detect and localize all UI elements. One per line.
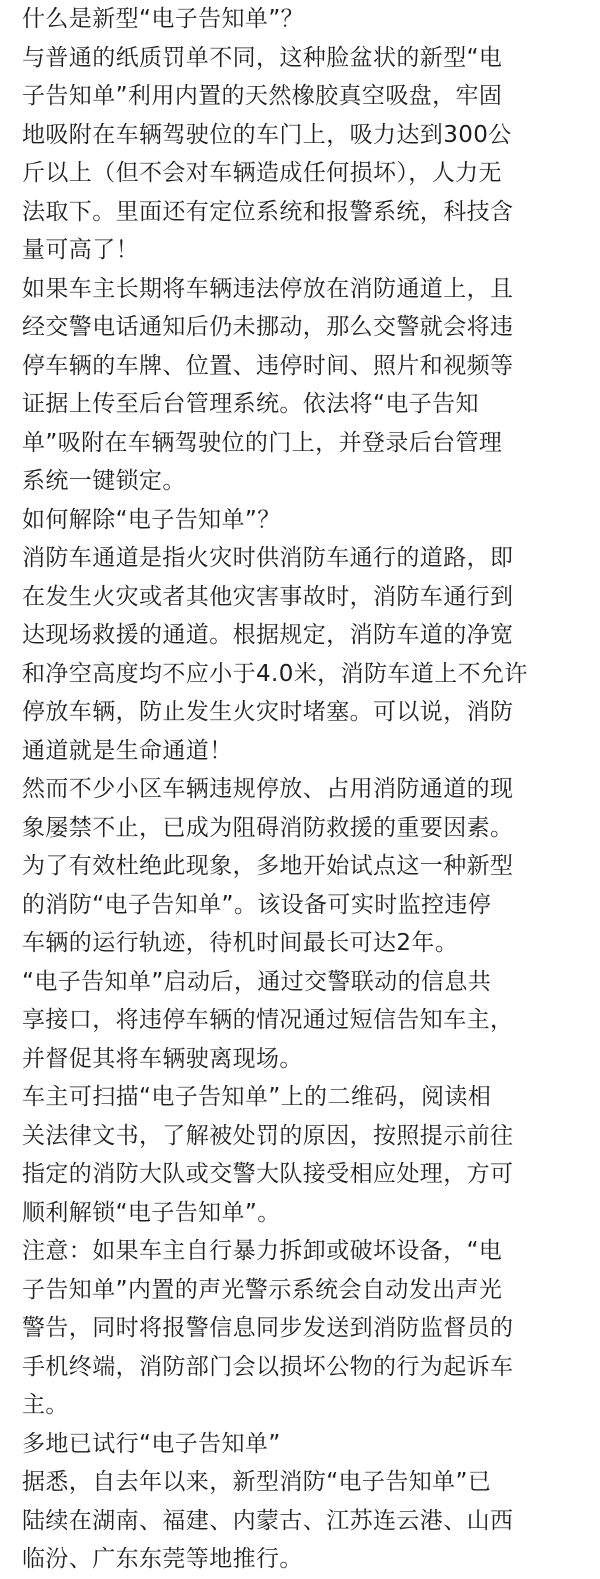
text-line: 临汾、广东东莞等地推行。: [22, 1546, 303, 1572]
text-line: 陆续在湖南、福建、内蒙古、江苏连云港、山西: [22, 1507, 514, 1534]
text-line: 如何解除“电子告知单”？: [22, 506, 281, 533]
text-line: 主。: [22, 1392, 69, 1418]
paragraph-regions: [22, 1463, 590, 1579]
text-line: 注意：如果车主自行暴力拆卸或破坏设备，“电: [22, 1238, 503, 1264]
text-line: 量可高了！: [22, 237, 139, 263]
text-line: 系统一键锁定。: [22, 468, 186, 494]
text-line: 通道就是生命通道！: [22, 737, 233, 764]
text-line: 地吸附在车辆驾驶位的车门上，吸力达到300公: [22, 121, 512, 148]
text-line: 经交警电话通知后仍未挪动，那么交警就会将违: [22, 314, 514, 340]
text-line: 车辆的运行轨迹，待机时间最长可达2年。: [22, 930, 459, 956]
text-line: 消防车通道是指火灾时供消防车通行的道路，即: [22, 545, 514, 571]
text-line: 关法律文书，了解被处罚的原因，按照提示前往: [22, 1122, 514, 1149]
text-line: 为了有效杜绝此现象，多地开始试点这一种新型: [22, 853, 514, 879]
text-line: 与普通的纸质罚单不同，这种脸盆状的新型“电: [22, 44, 503, 71]
heading-what-is: [22, 0, 590, 39]
text-line: 斤以上（但不会对车辆造成任何损坏），人力无: [22, 160, 502, 186]
paragraph-pilot: [22, 770, 590, 963]
text-line: 警告，同时将报警信息同步发送到消防监督员的: [22, 1315, 514, 1341]
text-line: 停车辆的车牌、位置、违停时间、照片和视频等: [22, 352, 514, 379]
text-line: 法取下。里面还有定位系统和报警系统，科技含: [22, 198, 514, 225]
text-line: 享接口，将违停车辆的情况通过短信告知车主，: [22, 1007, 514, 1033]
text-line: 然而不少小区车辆违规停放、占用消防通道的现: [22, 776, 514, 802]
text-line: 顺利解锁“电子告知单”。: [22, 1199, 281, 1226]
text-line: “电子告知单”启动后，通过交警联动的信息共: [22, 968, 492, 995]
text-line: 子告知单”利用内置的天然橡胶真空吸盘，牢固: [22, 83, 503, 109]
text-line: 什么是新型“电子告知单”？: [22, 6, 305, 32]
text-line: 的消防“电子告知单”。该设备可实时监控违停: [22, 891, 492, 918]
text-line: 和净空高度均不应小于4.0米，消防车道上不允许: [22, 660, 528, 687]
heading-how-to-release: [22, 501, 590, 540]
paragraph-unlock: [22, 1078, 590, 1232]
text-line: 达现场救援的通道。根据规定，消防车道的净宽: [22, 622, 514, 648]
paragraph-intro: [22, 39, 590, 270]
text-line: 车主可扫描“电子告知单”上的二维码，阅读相: [22, 1084, 492, 1110]
text-line: 在发生火灾或者其他灾害事故时，消防车通行到: [22, 583, 514, 610]
text-line: 据悉，自去年以来，新型消防“电子告知单”已: [22, 1469, 492, 1495]
text-line: 如果车主长期将车辆违法停放在消防通道上，且: [22, 275, 514, 302]
paragraph-activation: [22, 963, 590, 1079]
text-line: 指定的消防大队或交警大队接受相应处理，方可: [22, 1161, 514, 1187]
text-line: 单”吸附在车辆驾驶位的门上，并登录后台管理: [22, 429, 503, 456]
text-line: 多地已试行“电子告知单”: [22, 1430, 281, 1457]
paragraph-fire-lane: [22, 539, 590, 770]
heading-trial-regions: [22, 1425, 590, 1464]
paragraph-procedure: [22, 270, 590, 501]
text-line: 并督促其将车辆驶离现场。: [22, 1045, 303, 1072]
text-line: 象屡禁不止，已成为阻碍消防救援的重要因素。: [22, 814, 514, 841]
text-line: 子告知单”内置的声光警示系统会自动发出声光: [22, 1276, 503, 1303]
text-line: 证据上传至后台管理系统。依法将“电子告知: [22, 391, 479, 417]
text-line: 手机终端，消防部门会以损坏公物的行为起诉车: [22, 1353, 514, 1380]
text-line: 停放车辆，防止发生火灾时堵塞。可以说，消防: [22, 699, 514, 725]
paragraph-warning: [22, 1232, 590, 1425]
